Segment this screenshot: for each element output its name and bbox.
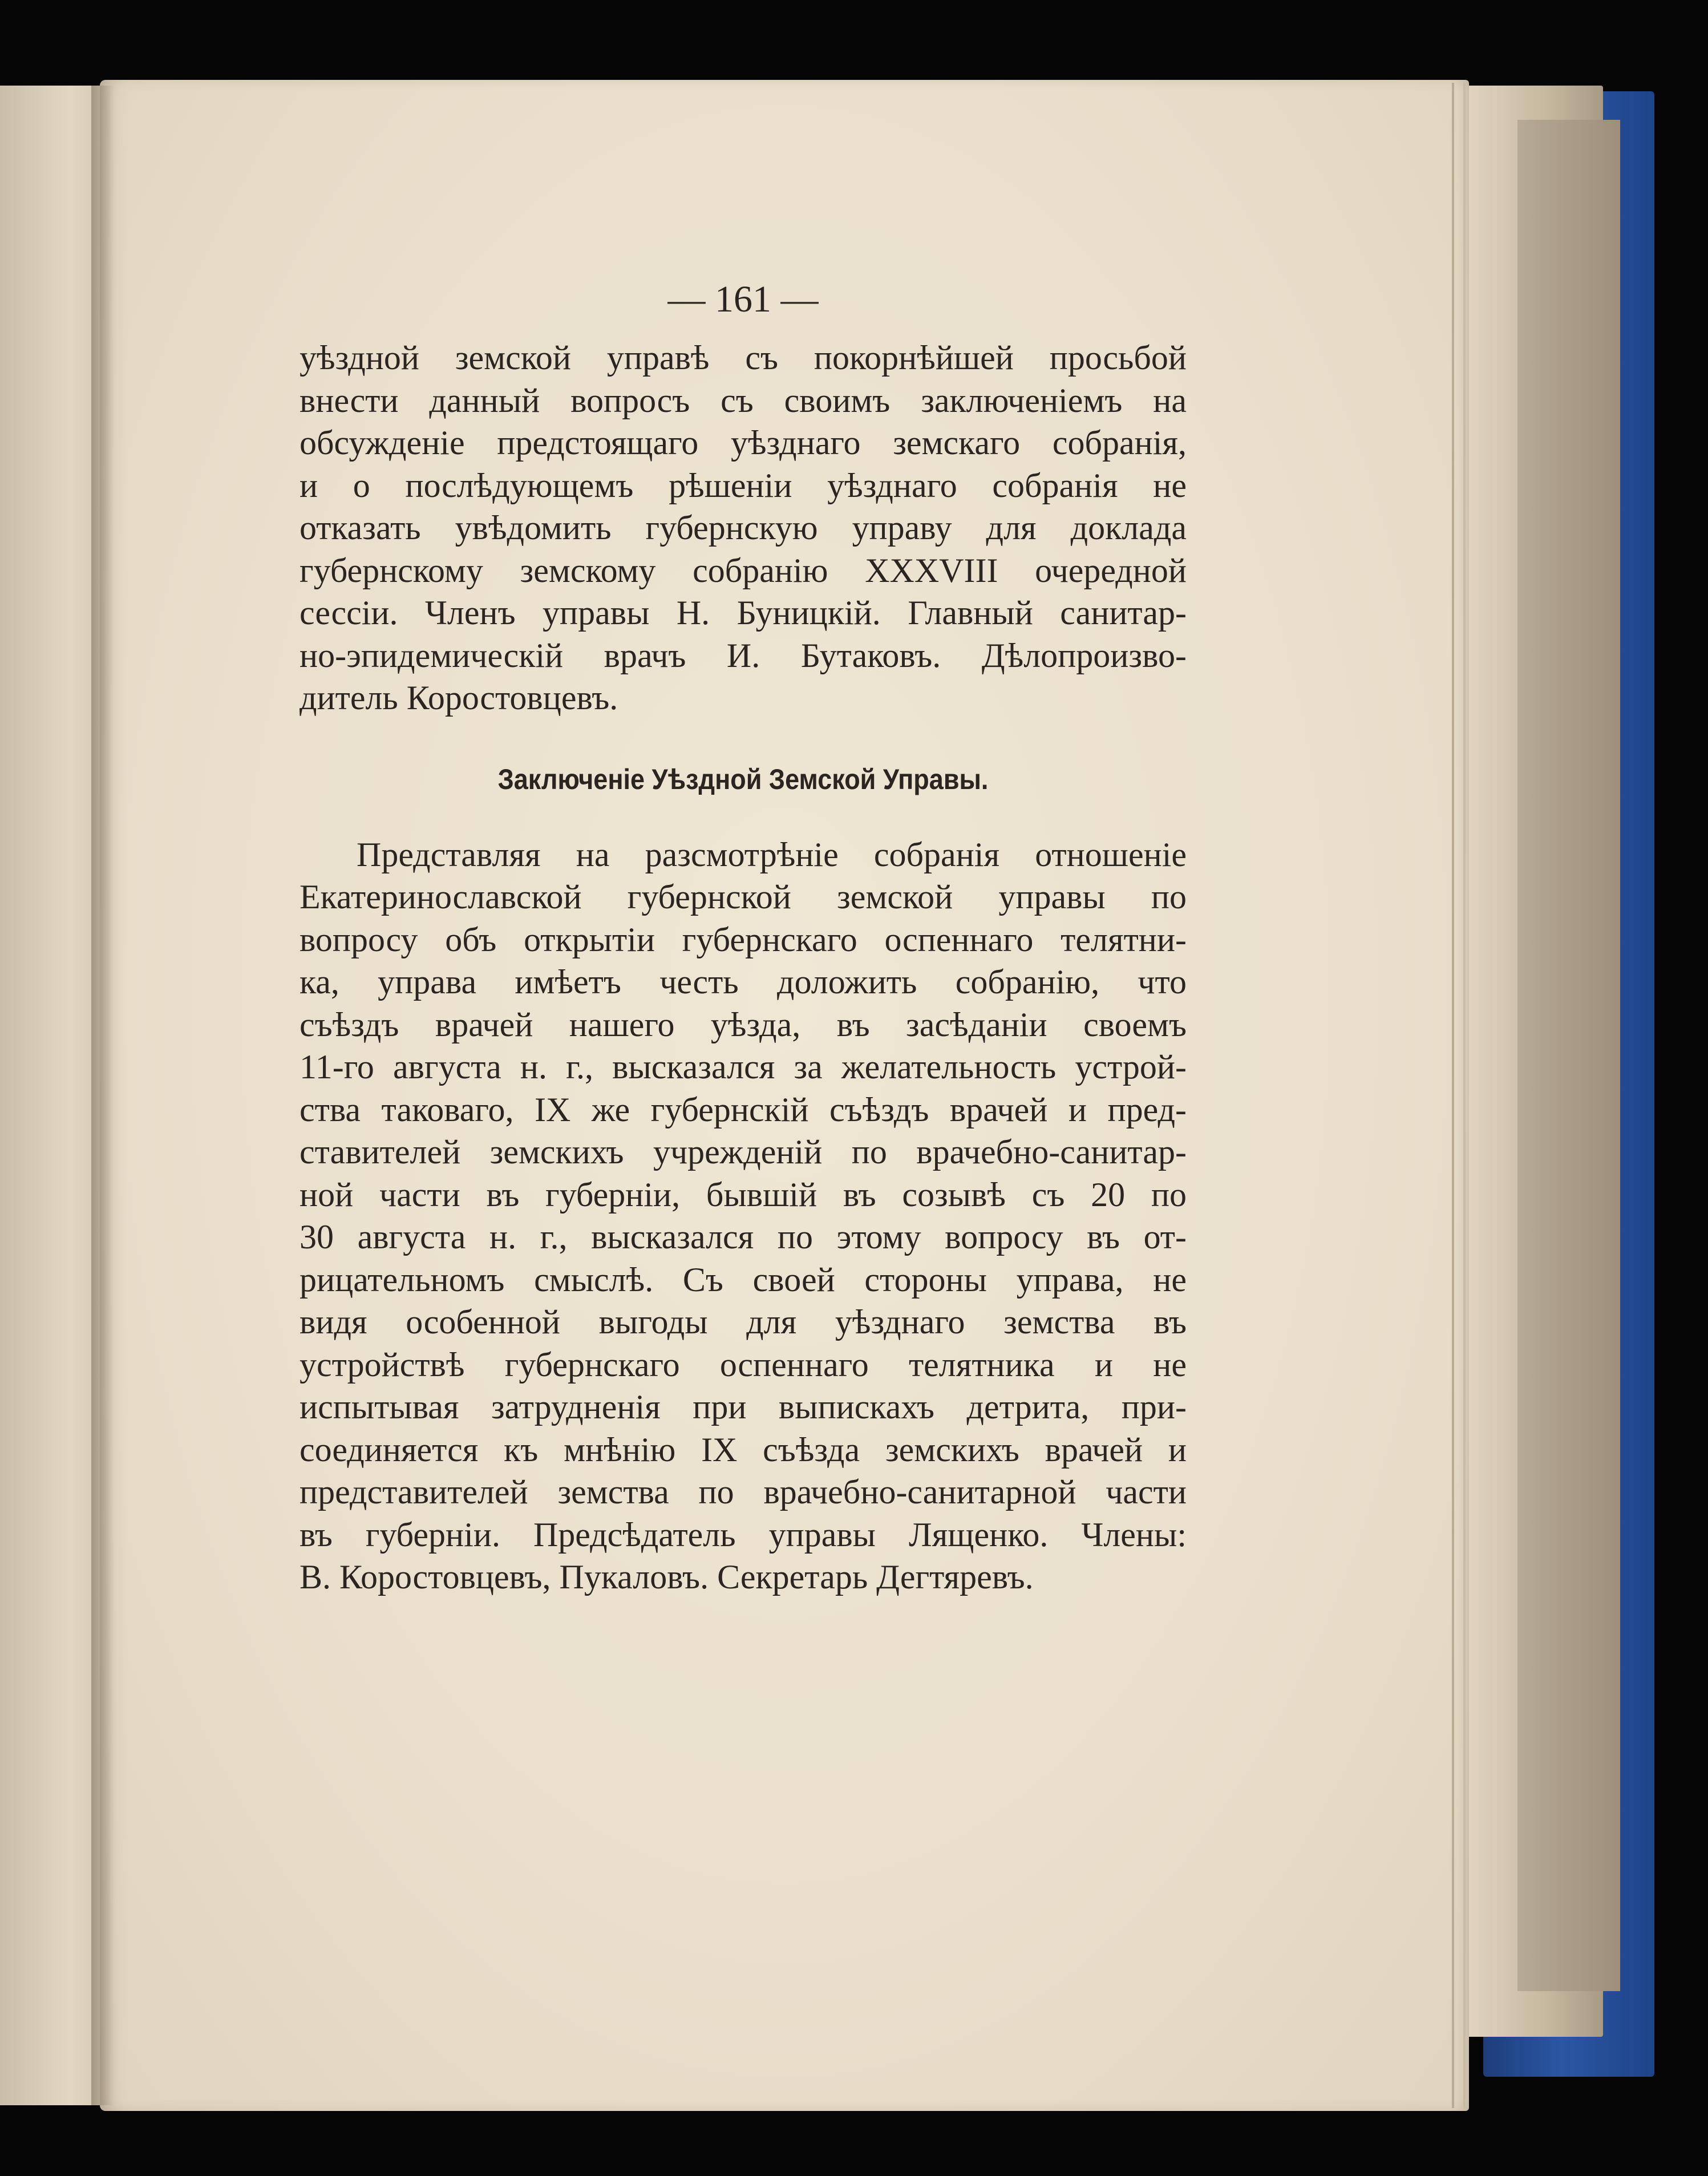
text-line: внести данный вопросъ съ своимъ заключеніемъ на (299, 381, 1187, 419)
text-line: сессіи. Членъ управы Н. Буницкій. Главный санитар- (299, 594, 1187, 632)
text-line: соединяется къ мнѣнію IX съѣзда земскихъ врачей и (299, 1430, 1187, 1469)
page-text (299, 262, 1187, 1599)
text-line: рицательномъ смыслѣ. Съ своей стороны управа, не (299, 1260, 1187, 1299)
text-line: испытывая затрудненія при выпискахъ детрита, при- (299, 1388, 1187, 1426)
paragraph-continued (299, 337, 1187, 719)
text-line: ной части въ губерніи, бывшій въ созывѣ съ 20 по (299, 1175, 1187, 1214)
text-line: Екатеринославской губернской земской управы по (299, 878, 1187, 916)
text-line: 11-го августа н. г., высказался за желательность устрой- (299, 1048, 1187, 1086)
page-stack-shadow (1517, 120, 1620, 1991)
text-line: Представляя на разсмотрѣніе собранія отношеніе (357, 835, 1187, 873)
text-line: уѣздной земской управѣ съ покорнѣйшей просьбой (299, 339, 1187, 377)
text-line: устройствѣ губернскаго оспеннаго телятника и не (299, 1345, 1187, 1384)
text-line: В. Коростовцевъ, Пукаловъ. Секретарь Дегтяревъ. (299, 1558, 1034, 1596)
page-gutter (91, 86, 114, 2105)
text-line: отказать увѣдомить губернскую управу для доклада (299, 509, 1187, 547)
section-heading: Заключеніе Уѣздной Земской Управы. (497, 763, 989, 795)
text-line: представителей земства по врачебно-санитарной части (299, 1473, 1187, 1511)
text-line: ка, управа имѣетъ честь доложить собранію, что (299, 963, 1187, 1001)
text-line: съѣздъ врачей нашего уѣзда, въ засѣданіи своемъ (299, 1005, 1187, 1043)
text-line: вопросу объ открытіи губернскаго оспеннаго телятни- (299, 920, 1187, 958)
text-line: въ губерніи. Предсѣдатель управы Лященко. Члены: (299, 1515, 1187, 1554)
text-line: 30 августа н. г., высказался по этому вопросу въ от- (299, 1218, 1187, 1256)
text-line: и о послѣдующемъ рѣшеніи уѣзднаго собранія не (299, 466, 1187, 504)
text-line: дитель Коростовцевъ. (299, 679, 618, 717)
text-line: ства таковаго, IX же губернскій съѣздъ врачей и пред- (299, 1090, 1187, 1129)
text-line: обсужденіе предстоящаго уѣзднаго земскаго собранія, (299, 424, 1187, 462)
page-edge-line (1463, 83, 1466, 2108)
page-edge-line (1452, 83, 1454, 2108)
paragraph-conclusion (299, 834, 1187, 1599)
text-line: видя особенной выгоды для уѣзднаго земства въ (299, 1303, 1187, 1341)
text-line: но-эпидемическій врачъ И. Бутаковъ. Дѣлопроизво- (299, 636, 1187, 674)
text-line: губернскому земскому собранію XXXVIII очередной (299, 551, 1187, 589)
facing-page-edge (0, 86, 100, 2105)
text-line: ставителей земскихъ учрежденій по врачебно-санитар- (299, 1133, 1187, 1171)
page-number: — 161 — (667, 278, 819, 320)
